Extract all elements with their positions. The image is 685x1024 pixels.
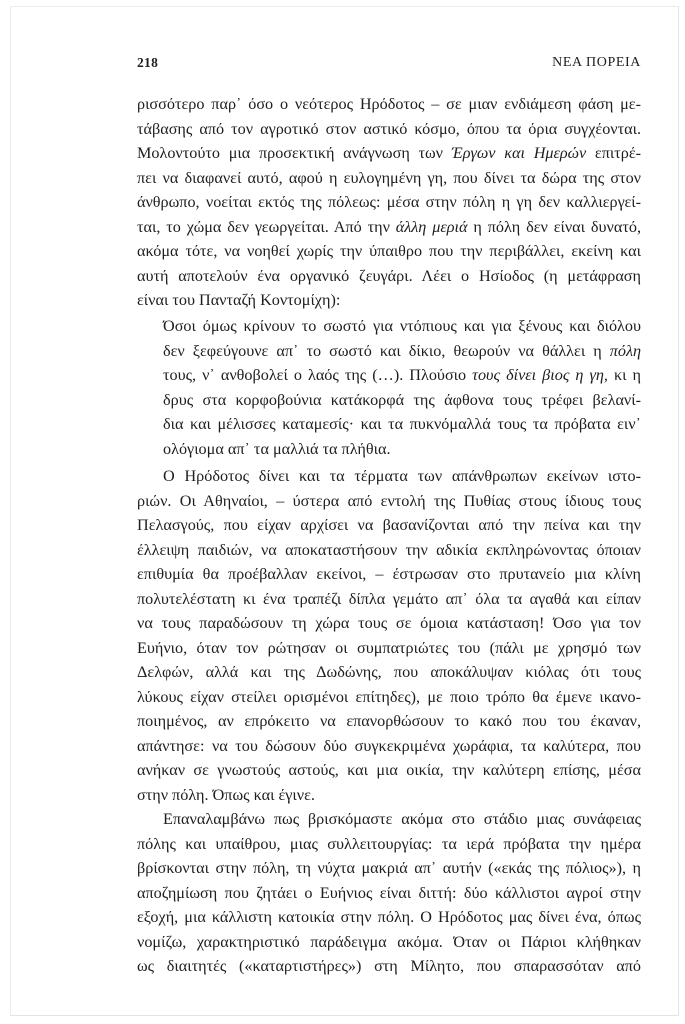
text-line <box>137 143 641 163</box>
text-line: στην πόλη. Όπως και έγινε. <box>137 785 315 804</box>
text-line: ποιημένος, αν επρόκειτο να επανορθώσουν το κακό που του έκαναν, <box>137 712 641 730</box>
quote-line: Όσοι όμως κρίνουν το σωστό για ντόπιους και για ξένους και διόλου <box>163 317 641 335</box>
text-span: επιτρέ- <box>586 144 642 162</box>
text-span: δεν ξεφεύγουνε απ᾽ το σωστό και δίκιο, θεωρούν να θάλλει η <box>163 341 610 360</box>
text-line <box>137 217 641 237</box>
italic-title: Έργων και Ημερών <box>451 144 587 162</box>
text-span: τους, ν᾽ ανθοβολεί ο λαός της (…). Πλούσιο <box>163 366 473 384</box>
text-line: έλλειψη παιδιών, να αποκαταστήσουν την αδικία εκπληρώνοντας όποιαν <box>137 540 641 559</box>
text-span: η πόλη δεν είναι δυνατό, <box>467 217 641 236</box>
text-line: να τους παραδώσουν τη χώρα τους σε όμοια κατάσταση! Όσο για τον <box>137 614 641 632</box>
italic-phrase: άλλη μεριά <box>395 217 468 236</box>
text-span: ται, το χώμα δεν γεωργείται. Από την <box>137 217 396 236</box>
text-line: ρισσότερο παρ᾽ όσο ο νεότερος Ηρόδοτος – σε μιαν ενδιάμεση φάση με- <box>137 95 641 113</box>
text-line: άνθρωπο, νοείται εκτός της πόλεως: μέσα στην πόλη η γη δεν καλλιεργεί- <box>137 193 641 211</box>
quote-line <box>163 365 641 385</box>
running-title: ΝΕΑ ΠΟΡΕΙΑ <box>552 55 641 70</box>
text-line: πόλης και υπαίθρου, μιας συλλειτουργίας: τα ιερά πρόβατα την ημέρα <box>137 834 641 853</box>
running-head <box>137 55 641 75</box>
text-line: επιθυμία θα προέβαλλαν εκείνοι, – έστρωσαν στο πρυτανείο μια κλίνη <box>137 565 641 583</box>
quote-line: ολόγιομα απ᾽ τα μαλλιά τα πλήθια. <box>163 439 391 458</box>
text-line: νομίζω, χαρακτηριστικό παράδειγμα ακόμα. Όταν οι Πάριοι κλήθηκαν <box>137 932 641 951</box>
page-number: 218 <box>137 55 159 70</box>
text-line: ριών. Οι Αθηναίοι, – ύστερα από εντολή της Πυθίας στους ίδιους τους <box>137 491 641 510</box>
text-line: είναι του Πανταζή Κοντομίχη): <box>137 291 341 309</box>
text-line: Δελφών, αλλά και της Δωδώνης, που αποκάλυψαν κιόλας ότι τους <box>137 663 641 681</box>
text-line: ακόμα τότε, να νοηθεί χωρίς την ύπαιθρο που την περιβάλλει, εκείνη και <box>137 242 641 260</box>
text-span: κι η <box>607 366 641 384</box>
text-span: Μολοντούτο μια προσεκτική ανάγνωση των <box>137 144 452 162</box>
text-line: πει να διαφανεί αυτό, αφού η ευλογημένη γη, που δίνει τα δώρα της στον <box>137 168 641 187</box>
text-line: Ευήνιο, όταν τον ρώτησαν οι συμπατριώτες του (πάλι με χρησμό των <box>137 638 641 657</box>
quote-line: δια και μέλισσες καταμεσίς· και τα πυκνόμαλλά τους τα πρόβατα ειν᾽ <box>163 415 641 433</box>
text-line: λύκους είχαν στείλει ορισμένοι επίτηδες), με ποιο τρόπο θα έμενε ικανο- <box>137 687 641 706</box>
text-line: ανήκαν σε γνωστούς αστούς, και μια οικία, την καλύτερη επίσης, μέσα <box>137 761 641 779</box>
text-line: πολυτελέστατη κι ένα τραπέζι δίπλα γεμάτο απ᾽ όλα τα αγαθά και είπαν <box>137 589 641 608</box>
text-line: Πελασγούς, που είχαν αρχίσει να βασανίζονται από την πείνα και την <box>137 516 641 534</box>
text-line: αυτή αποτελούν ένα οργανικό ζευγάρι. Λέει ο Ησίοδος (η μετάφραση <box>137 266 641 285</box>
italic-word: πόλη <box>609 341 641 360</box>
text-line: ως διαιτητές («καταρτιστήρες») στη Μίλητο, που σπαρασσόταν από <box>137 957 641 975</box>
text-line: Ο Ηρόδοτος δίνει και τα τέρματα των απάνθρωπων εκείνων ιστο- <box>163 467 641 485</box>
quote-line <box>163 341 641 361</box>
quote-line: δρυς στα κορφοβούνια κατάκορφά της άφθονα τους τρέφει βελανί- <box>163 390 641 409</box>
text-line: αποζημίωση που ζητάει ο Ευήνιος είναι διττή: δύο κάλλιστοι αγροί στην <box>137 883 641 902</box>
text-line: τάβασης από τον αγροτικό στον αστικό κόσμο, όπου τα όρια συγχέονται. <box>137 119 641 138</box>
text-line: βρίσκονται στην πόλη, τη νύχτα μακριά απ᾽ αυτήν («εκάς της πόλιος»), η <box>137 859 641 877</box>
text-line: Επαναλαμβάνω πως βρισκόμαστε ακόμα στο στάδιο μιας συνάφειας <box>163 810 641 828</box>
text-line: εξοχή, μια κάλλιστη κατοικία στην πόλη. Ο Ηρόδοτος μας δίνει ένα, όπως <box>137 908 641 926</box>
text-line: απάντησε: να του δώσουν δύο συγκεκριμένα χωράφια, τα καλύτερα, που <box>137 736 641 755</box>
italic-phrase: τους δίνει βιος η γη, <box>472 366 608 384</box>
